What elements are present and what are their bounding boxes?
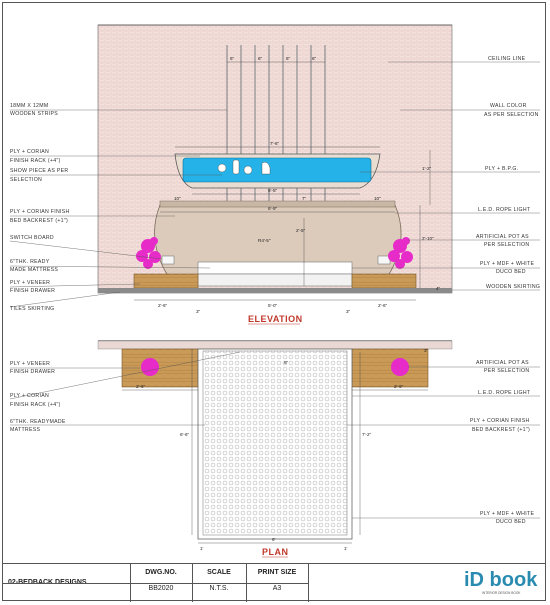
plan-view [98,341,452,557]
label-veneer-1: PLY + VENEER [10,280,51,286]
plan-label-pot-2: PER SELECTION [484,368,530,374]
plan-label-veneer-1: PLY + VENEER [10,361,51,367]
wooden-skirting [98,288,452,293]
plan-dim-width: 6' [272,537,276,542]
label-duco-1: PLY + MDF + WHITE [480,261,535,267]
scale-label: SCALE [207,569,231,576]
plan-label-backrest-2: BED BACKREST (+1") [472,427,531,433]
label-backrest-2: BED BACKREST (+1") [10,218,69,224]
plan-pot-right [391,358,409,376]
label-bpg: PLY + B.P.G. [485,166,519,172]
title-block-divider [308,564,309,602]
dim-backrest-height: 2'-5" [296,228,306,233]
label-pot-1: ARTIFICIAL POT AS [476,234,529,240]
dim-small-left: 3" [196,309,201,314]
dim-small-right: 3" [346,309,351,314]
dim-rack-width: 7'-6" [270,141,280,146]
plan-title: PLAN [262,547,289,557]
drawing-name: 02-BEDBACK DESIGNS [8,579,87,586]
label-switch-board: SWITCH BOARD [10,235,54,241]
plan-dim-left: 2'-6" [136,384,146,389]
plan-dim-end-right: 1' [344,546,348,551]
dim-bottom-right: 2'-6" [378,303,388,308]
label-ceiling: CEILING LINE [488,56,526,62]
label-tiles: TILES SKIRTING [10,306,55,312]
plan-wall-band [98,341,452,349]
label-showpiece-1: SHOW PIECE AS PER [10,168,69,174]
right-side-drawer [352,274,416,288]
plan-dim-end-left: 1' [200,546,204,551]
label-veneer-2: FINISH DRAWER [10,288,56,294]
label-mattress-1: 6"THK. READY [10,259,50,265]
logo-text: iD book [464,569,538,591]
idbook-logo [462,566,548,596]
dim-offset-7: 7" [302,196,307,201]
dim-bottom-mid: 5'-0" [268,303,278,308]
elevation-view [98,25,452,324]
plan-label-rack-1: PLY + CORIAN [10,393,50,399]
dim-offset-left: 10" [174,196,181,201]
duco-bed-base [198,274,352,286]
print-size-label: PRINT SIZE [257,569,297,576]
plan-label-led: L.E.D. ROPE LIGHT [478,390,531,396]
plan-dim-small: 3" [424,348,429,353]
plan-label-backrest-1: PLY + CORIAN FINISH [470,418,530,424]
plan-label-mattress-1: 6"THK. READYMADE [10,419,66,425]
label-led: L.E.D. ROPE LIGHT [478,207,531,213]
plan-dim-mat-depth: 7'-2" [362,432,372,437]
print-size-value: A3 [272,585,282,592]
dwg-no-value: BB2020 [148,585,174,592]
dwg-no-label: DWG.NO. [145,569,177,576]
plan-mattress [203,351,347,535]
label-pot-2: PER SELECTION [484,242,530,248]
dim-rack-height: 1'-2" [422,166,432,171]
plan-dim-depth: 6'-6" [180,432,190,437]
plan-label-duco-2: DUCO BED [496,519,526,525]
plan-label-pot-1: ARTIFICIAL POT AS [476,360,529,366]
label-wall-2: AS PER SELECTION [484,112,539,118]
plan-dim-six: 6" [284,360,289,365]
dim-rack-inner: 6'-5" [268,188,278,193]
dim-skirt: 4" [436,286,441,291]
dim-right-height: 2'-10" [422,236,434,241]
plan-pot-left [141,358,159,376]
strip-gap-2: 6" [258,56,263,61]
plan-label-mattress-2: MATTRESS [10,427,41,433]
bpg-glass-panel [183,158,371,182]
logo-mark [462,566,548,596]
label-wood-skirting: WOODEN SKIRTING [486,284,541,290]
label-backrest-1: PLY + CORIAN FINISH [10,209,70,215]
plan-label-veneer-2: FINISH DRAWER [10,369,56,375]
plan-dim-right: 2'-6" [394,384,404,389]
dim-offset-right: 10" [374,196,381,201]
dim-radius: R4'-5" [258,238,271,243]
scale-value: N.T.S. [209,585,229,592]
plan-label-rack-2: FINISH RACK (+4") [10,402,61,408]
label-strips-2: WOODEN STRIPS [10,111,58,117]
plan-label-duco-1: PLY + MDF + WHITE [480,511,535,517]
strip-gap-1: 6" [230,56,235,61]
label-wall-1: WALL COLOR [490,103,527,109]
title-block-row-line [2,583,308,584]
label-showpiece-2: SELECTION [10,177,43,183]
label-strips-1: 18MM X 12MM [10,103,49,109]
strip-gap-4: 6" [312,56,317,61]
label-duco-2: DUCO BED [496,269,526,275]
dim-bottom-left: 2'-6" [158,303,168,308]
plan-right-drawer [352,349,428,387]
dim-backrest-width: 6'-9" [268,206,278,211]
switch-board-left [162,256,174,264]
label-rack-2: FINISH RACK (+4") [10,158,61,164]
strip-gap-3: 6" [286,56,291,61]
label-mattress-2: MADE MATTRESS [10,267,59,273]
logo-subtext: INTERIOR DESIGN BOOK [482,591,521,595]
left-side-drawer [134,274,198,288]
elevation-title: ELEVATION [248,314,303,324]
label-rack-1: PLY + CORIAN [10,149,50,155]
mattress [198,262,352,274]
backrest-top-band [160,201,395,207]
